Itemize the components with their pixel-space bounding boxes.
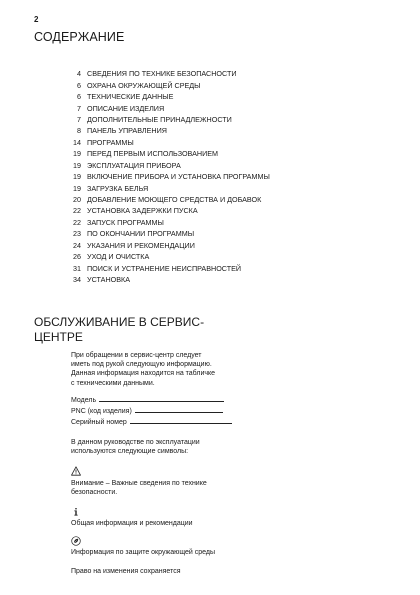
serial-blank-line <box>130 423 232 424</box>
toc-page-number: 14 <box>73 137 81 147</box>
toc-page-number: 22 <box>73 206 81 216</box>
pnc-label: PNC (код изделия) <box>71 408 132 415</box>
toc-entry-title: УСТАНОВКА <box>87 275 131 285</box>
toc-entry-title: УСТАНОВКА ЗАДЕРЖКИ ПУСКА <box>87 206 198 216</box>
environment-leaf-icon <box>71 536 81 546</box>
toc-entry-title: ЗАПУСК ПРОГРАММЫ <box>87 217 164 227</box>
toc-page-number: 22 <box>73 217 81 227</box>
page-title: СОДЕРЖАНИЕ <box>34 30 125 44</box>
service-title-line-2: ЦЕНТРЕ <box>34 330 83 344</box>
toc-page-number: 7 <box>77 114 81 124</box>
intro-line: иметь под рукой следующую информацию. <box>71 361 212 369</box>
service-intro <box>71 351 251 388</box>
toc-row <box>60 68 380 79</box>
toc-row <box>60 251 380 262</box>
footer-note: Право на изменения сохраняется <box>71 568 181 575</box>
intro-line: При обращении в сервис-центр следует <box>71 352 202 359</box>
toc-row <box>60 262 380 273</box>
toc-row <box>60 217 380 228</box>
toc-page-number: 6 <box>77 80 81 90</box>
toc-entry-title: ЗАГРУЗКА БЕЛЬЯ <box>87 183 149 193</box>
toc-row <box>60 114 380 125</box>
toc-row <box>60 102 380 113</box>
warning-line: безопасности. <box>71 489 118 497</box>
toc-entry-title: ПЕРЕД ПЕРВЫМ ИСПОЛЬЗОВАНИЕМ <box>87 149 219 159</box>
toc-entry-title: УХОД И ОЧИСТКА <box>87 252 150 262</box>
toc-entry-title: СВЕДЕНИЯ ПО ТЕХНИКЕ БЕЗОПАСНОСТИ <box>87 69 237 79</box>
symbols-intro <box>71 438 251 456</box>
environment-description: Информация по защите окружающей среды <box>71 549 216 556</box>
toc-page-number: 26 <box>73 252 81 262</box>
toc-row <box>60 240 380 251</box>
toc-row <box>60 171 380 182</box>
toc-page-number: 19 <box>73 183 81 193</box>
toc-page-number: 6 <box>77 92 81 102</box>
toc-entry-title: ПАНЕЛЬ УПРАВЛЕНИЯ <box>87 126 167 136</box>
toc-entry-title: ПО ОКОНЧАНИИ ПРОГРАММЫ <box>87 229 195 239</box>
toc-row <box>60 182 380 193</box>
pnc-field <box>71 405 223 415</box>
toc-entry-title: ОПИСАНИЕ ИЗДЕЛИЯ <box>87 103 165 113</box>
model-label: Модель <box>71 397 97 404</box>
toc-page-number: 23 <box>73 229 81 239</box>
toc-entry-title: ДОПОЛНИТЕЛЬНЫЕ ПРИНАДЛЕЖНОСТИ <box>87 114 232 124</box>
model-blank-line <box>99 401 224 402</box>
toc-row <box>60 137 380 148</box>
toc-entry-title: ТЕХНИЧЕСКИЕ ДАННЫЕ <box>87 92 174 102</box>
serial-label: Серийный номер <box>71 419 127 426</box>
toc-entry-title: ЭКСПЛУАТАЦИЯ ПРИБОРА <box>87 160 181 170</box>
toc-page-number: 19 <box>73 172 81 182</box>
toc-entry-title: УКАЗАНИЯ И РЕКОМЕНДАЦИИ <box>87 240 195 250</box>
toc-page-number: 34 <box>73 275 81 285</box>
toc-entry-title: ДОБАВЛЕНИЕ МОЮЩЕГО СРЕДСТВА И ДОБАВОК <box>87 195 262 205</box>
info-description: Общая информация и рекомендации <box>71 520 193 527</box>
toc-page-number: 19 <box>73 160 81 170</box>
warning-line: Внимание – Важные сведения по технике <box>71 480 207 487</box>
service-section-title <box>34 315 234 345</box>
toc-entry-title: ОХРАНА ОКРУЖАЮЩЕЙ СРЕДЫ <box>87 80 201 90</box>
toc-page-number: 20 <box>73 195 81 205</box>
toc-page-number: 31 <box>73 263 81 273</box>
model-field <box>71 394 224 404</box>
toc-entry-title: ПРОГРАММЫ <box>87 137 134 147</box>
toc-row <box>60 148 380 159</box>
toc-row <box>60 228 380 239</box>
toc-page-number: 8 <box>77 126 81 136</box>
toc-row <box>60 91 380 102</box>
toc-page-number: 24 <box>73 240 81 250</box>
serial-field <box>71 416 232 426</box>
warning-triangle-icon <box>71 466 81 476</box>
service-title-line-1: ОБСЛУЖИВАНИЕ В СЕРВИС- <box>34 315 205 329</box>
intro-line: с техническими данными. <box>71 379 155 387</box>
toc-row <box>60 79 380 90</box>
toc-entry-title: ВКЛЮЧЕНИЕ ПРИБОРА И УСТАНОВКА ПРОГРАММЫ <box>87 172 270 182</box>
info-icon <box>71 507 81 517</box>
toc-row <box>60 125 380 136</box>
toc-entry-title: ПОИСК И УСТРАНЕНИЕ НЕИСПРАВНОСТЕЙ <box>87 263 242 273</box>
page-number: 2 <box>34 15 39 24</box>
toc-row <box>60 194 380 205</box>
toc-page-number: 7 <box>77 103 81 113</box>
table-of-contents <box>60 68 380 285</box>
intro-line: Данная информация находится на табличке <box>71 370 216 378</box>
toc-row <box>60 160 380 171</box>
toc-row <box>60 205 380 216</box>
warning-description <box>71 479 251 497</box>
pnc-blank-line <box>135 412 223 413</box>
toc-page-number: 19 <box>73 149 81 159</box>
toc-page-number: 4 <box>77 69 81 79</box>
symbols-intro-line: В данном руководстве по эксплуатации <box>71 439 200 446</box>
symbols-intro-line: используются следующие символы: <box>71 448 189 456</box>
toc-row <box>60 274 380 285</box>
